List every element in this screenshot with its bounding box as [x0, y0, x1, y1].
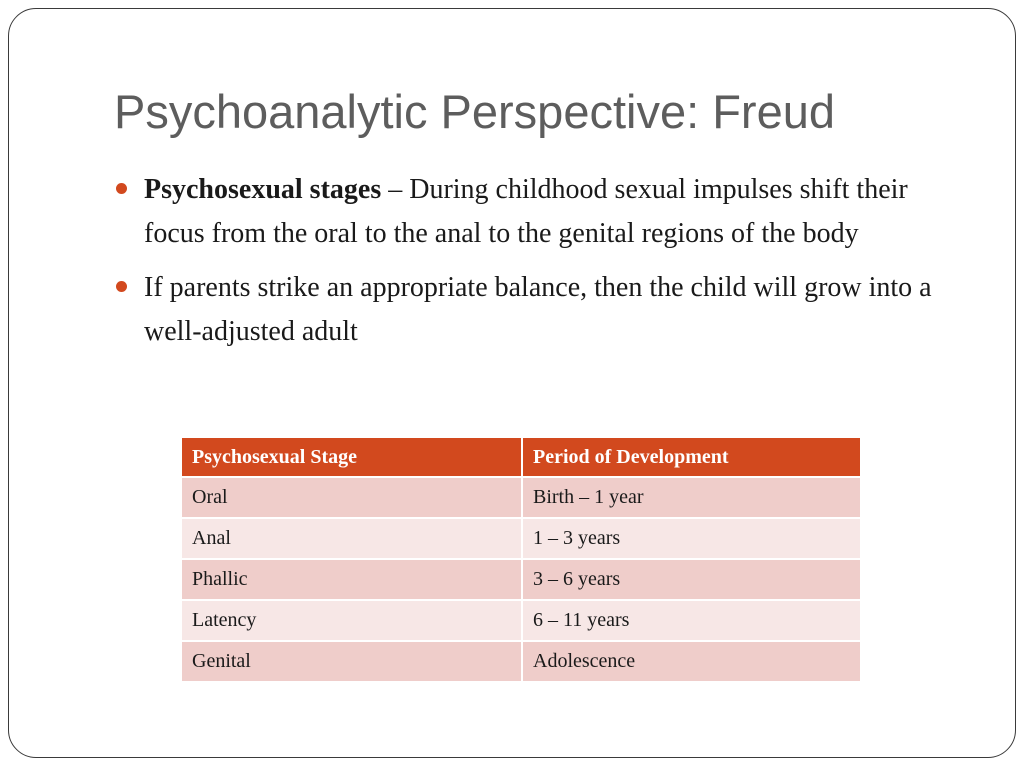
stages-table	[180, 436, 862, 683]
table-row	[181, 477, 861, 518]
table-header-row	[181, 437, 861, 477]
bullet-list	[116, 168, 946, 364]
bullet-text: If parents strike an appropriate balance, then the child will grow into a well-adjusted adult	[144, 272, 932, 347]
table-cell: Phallic	[181, 559, 522, 600]
bullet-dot-icon	[116, 183, 127, 194]
table-cell: Anal	[181, 518, 522, 559]
table-header-cell: Psychosexual Stage	[181, 437, 522, 477]
table-row	[181, 518, 861, 559]
bullet-strong-text: Psychosexual stages	[144, 174, 382, 205]
bullet-text: – During childhood sexual impulses shift their focus from the oral to the anal to the genital regions of the body	[144, 174, 908, 249]
bullet-item	[116, 266, 946, 354]
table-cell: Genital	[181, 641, 522, 682]
table-cell: Latency	[181, 600, 522, 641]
table-cell: 3 – 6 years	[522, 559, 861, 600]
table-cell: 1 – 3 years	[522, 518, 861, 559]
table-header-cell: Period of Development	[522, 437, 861, 477]
table-cell: Oral	[181, 477, 522, 518]
table-row	[181, 600, 861, 641]
table-row	[181, 559, 861, 600]
table-row	[181, 641, 861, 682]
table-cell: Birth – 1 year	[522, 477, 861, 518]
slide-title: Psychoanalytic Perspective: Freud	[114, 85, 835, 138]
table-cell: Adolescence	[522, 641, 861, 682]
bullet-item	[116, 168, 946, 256]
table-cell: 6 – 11 years	[522, 600, 861, 641]
bullet-dot-icon	[116, 281, 127, 292]
